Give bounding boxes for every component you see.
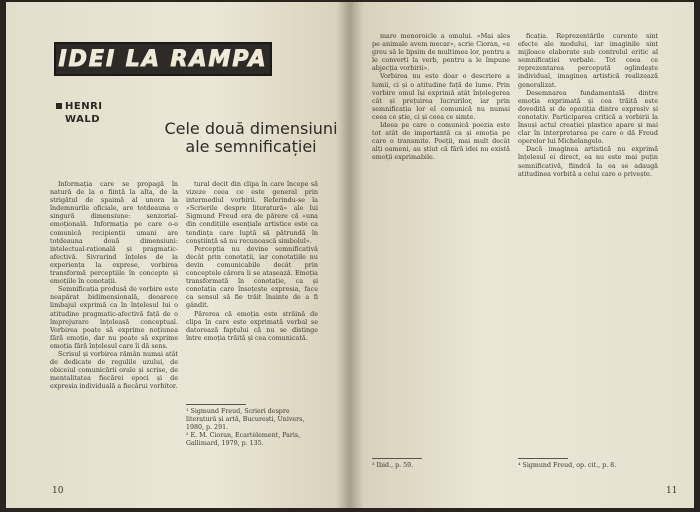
footnote: ⁴ Sigmund Freud, op. cit., p. 8.: [518, 462, 617, 469]
left-page: [6, 2, 350, 508]
article-title: [156, 120, 346, 156]
left-column-2: [186, 180, 318, 398]
paragraph: tural decit din clipa în care începe să vizeze ceea ce este general prin intermediul vorbirii. Referindu-se la «Scrierile despre literatură» ale lui Sigmund Freud era de părere că «una din condițiile esențiale artistice este ca tendința care luptă să pătrundă în conștiință să nu recunoască simbolul».: [186, 180, 318, 245]
page-number-left: 10: [52, 486, 64, 496]
footnote: ³ Ibid., p. 59.: [372, 462, 414, 469]
footnote: ¹ Sigmund Freud, Scrieri despre literatură și artă, București, Univers, 1980, p. 291.: [186, 408, 305, 431]
footnote-rule: [518, 458, 568, 459]
section-title: IDEI LA RAMPA: [58, 46, 268, 72]
paragraph: ficația. Reprezentările curente sint efecte ale modului, iar imaginile sint mijloace elaborate sub controlul eritic al semnificației verbale. Tot ceea ce reprezentarea percepută oglindește individual, imaginea artistică realizează generalizat.: [518, 32, 658, 89]
right-column-1: [372, 32, 510, 452]
paragraph: Dacă imaginea artistică nu exprimă înțelesul ei direct, ea nu este mai puțin semnificativă, fiindcă la ea se adaugă atitudinea vorbită a celui care o privește.: [518, 145, 658, 178]
paragraph: mare menoroicle a omului. «Mai ales pe animale avem mecar», scrie Cioran, «e greu să le lipsim de multimea lor, pentru a le converti la verb, pentru a le împune abjecția vorbirii».: [372, 32, 510, 73]
paragraph: Ideea pe care o comunică poezia este tot atât de importantă ca și emoția pe care o transmite. Poeții, mai mult decât alți oameni, au știut că fără idei nu există emoții exprimabile.: [372, 121, 510, 162]
paragraph: Percepția nu devine semnificativă decât prin conotații, iar conotațiile nu devin comunicabile decât prin conceptele cărora li se atașează. Emoția transformată în conotație, ca și conotația care însoțește expresia, face ca sensul să fie trăit înainte de a fi gândit.: [186, 244, 318, 310]
author-last-name: WALD: [65, 114, 100, 125]
paragraph: Desemnarea fundamentală dintre emoția exprimată și cea trăită este dovedită și de opoziția dintre expresiv și conotativ. Participarea critică a vorbirii la însuși actul creației plastice apare și mai clar în interpretarea pe care o dă Freud operelor lui Michelangelo.: [518, 88, 658, 146]
right-column-2: [518, 32, 658, 452]
footnote-rule: [372, 458, 422, 459]
paragraph: Scrisul și vorbirea rămân numai atât de dedicate de regulile uzului, de obiceiul comunicării orale și scrise, de mentalitatea fiecărei epoci și de expresia individuală a fiecărui vorbitor.: [50, 349, 178, 391]
bullet-square-icon: [56, 103, 62, 109]
page-number-right: 11: [666, 486, 678, 496]
section-masthead: [54, 42, 272, 76]
title-line-2: ale semnificației: [185, 137, 317, 156]
right-page: [350, 2, 694, 508]
title-line-1: Cele două dimensiuni: [164, 119, 338, 138]
footnote-rule: [186, 404, 246, 405]
author-first-name: HENRI: [65, 101, 103, 112]
magazine-spread: [6, 2, 694, 508]
paragraph: Părerea că emoția este străină de clipa în care este exprimată verbal se datorează faptului că nu se distinge între emoția trăită și cea comunicată.: [186, 309, 318, 342]
paragraph: Vorbirea nu este doar o descriere a lumii, ci și o atitudine față de lume. Prin vorbire omul își exprimă atât înțelegerea cât și prețuirea lucrurilor, iar prin semnificația lor el comunică nu numai ceea ce știe, ci și ceea ce simte.: [372, 72, 510, 121]
footnote: ² E. M. Cioran, Ecartèlement, Paris, Gallimard, 1979, p. 135.: [186, 432, 301, 447]
author-byline: [56, 100, 116, 126]
paragraph: Informația care se propagă în natură de la o ființă la alta, de la strigătul de spaimă al unora la îndemnurile oficiale, are totdeauna o singură dimensiune: senzorial-emoțională. Informația pe care o-o comunică recipienții umani are totdeauna două dimensiuni: intelectual-rațională și pragmatic-afectivă. Sivrarind înțeles de la experiența la exprese, vorbirea transformă perceptiile în concepte și emoțiile în conotații.: [50, 180, 178, 286]
left-column-1: [50, 180, 178, 470]
paragraph: Semnificația produsă de vorbire este neapărat bidimensională, deoarece limbajul exprimă ca în înțelesul lui o atitudine pragmatic-afectivă față de o împrejurare înțeleasă conceptual. Vorbirea poate să exprime noțiunea fără emoție, dar nu poate să exprime emoția fără înțelesul care îi dă sens.: [50, 285, 178, 350]
